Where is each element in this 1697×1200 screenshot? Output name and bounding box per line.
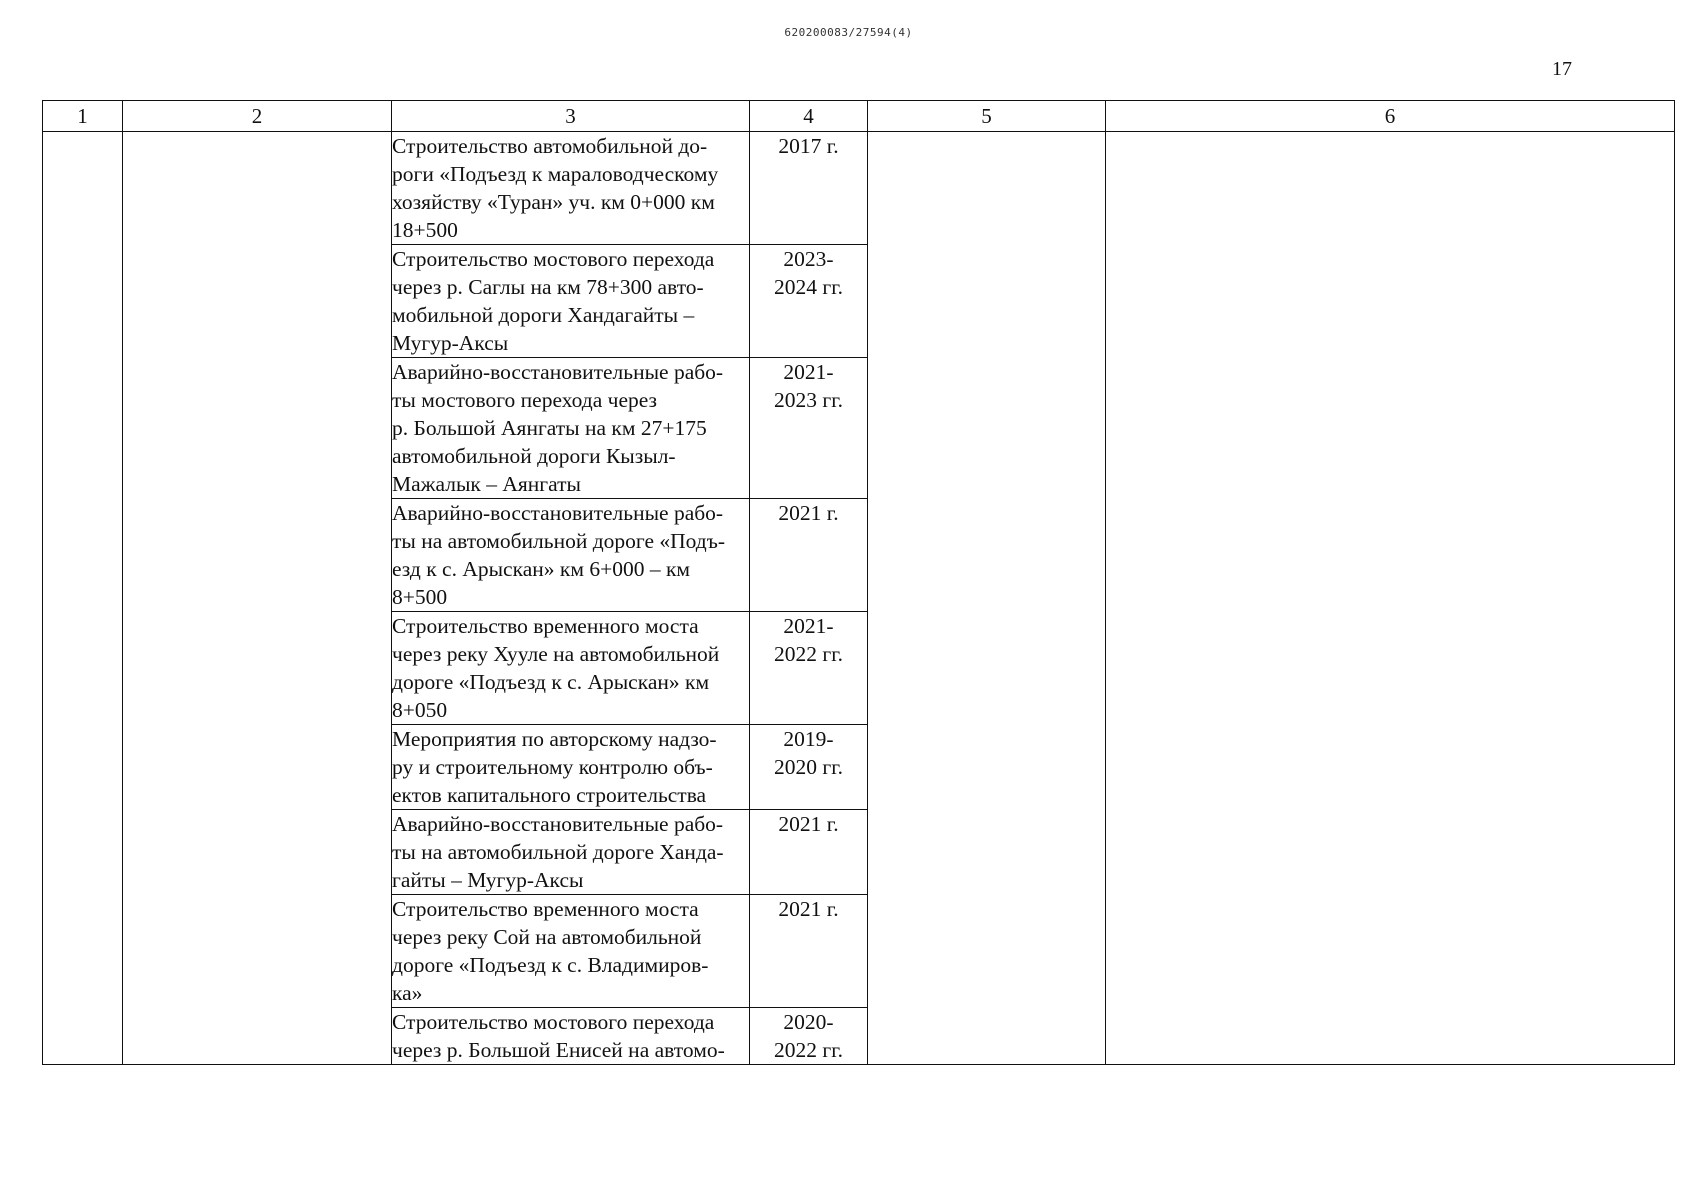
column-6-cell xyxy=(1106,132,1675,1065)
column-header-5: 5 xyxy=(868,101,1106,132)
table-header-row xyxy=(43,101,1675,132)
work-period: 2021 г. xyxy=(750,810,868,895)
work-description: Мероприятия по авторскому надзо- ру и строительному контролю объ- ектов капитального строительства xyxy=(392,725,750,810)
column-header-6: 6 xyxy=(1106,101,1675,132)
column-header-3: 3 xyxy=(392,101,750,132)
work-description: Строительство мостового перехода через р. Саглы на км 78+300 авто- мобильной дороги Хандагайты – Мугур-Аксы xyxy=(392,245,750,358)
column-1-cell xyxy=(43,132,123,1065)
column-header-1: 1 xyxy=(43,101,123,132)
work-period: 2017 г. xyxy=(750,132,868,245)
document-code: 620200083/27594(4) xyxy=(784,26,913,39)
work-description: Аварийно-восстановительные рабо- ты на автомобильной дороге Ханда- гайты – Мугур-Аксы xyxy=(392,810,750,895)
work-description: Аварийно-восстановительные рабо- ты на автомобильной дороге «Подъ- езд к с. Арыскан» км 6+000 – км 8+500 xyxy=(392,499,750,612)
work-description: Строительство мостового перехода через р. Большой Енисей на автомо- xyxy=(392,1008,750,1065)
work-description: Строительство временного моста через реку Хууле на автомобильной дороге «Подъезд к с. Арыскан» км 8+050 xyxy=(392,612,750,725)
column-5-cell xyxy=(868,132,1106,1065)
table-row xyxy=(43,132,1675,245)
page-number: 17 xyxy=(1552,58,1572,80)
work-description: Строительство временного моста через реку Сой на автомобильной дороге «Подъезд к с. Владимиров- ка» xyxy=(392,895,750,1008)
work-description: Аварийно-восстановительные рабо- ты мостового перехода через р. Большой Аянгаты на км 27+175 автомобильной дороги Кызыл- Мажалык – Аянгаты xyxy=(392,358,750,499)
column-header-4: 4 xyxy=(750,101,868,132)
works-table xyxy=(42,100,1675,1065)
column-2-cell xyxy=(123,132,392,1065)
work-description: Строительство автомобильной до- роги «Подъезд к мараловодческому хозяйству «Туран» уч. км 0+000 км 18+500 xyxy=(392,132,750,245)
work-period: 2021- 2022 гг. xyxy=(750,612,868,725)
work-period: 2023- 2024 гг. xyxy=(750,245,868,358)
work-period: 2021 г. xyxy=(750,895,868,1008)
work-period: 2021 г. xyxy=(750,499,868,612)
work-period: 2020- 2022 гг. xyxy=(750,1008,868,1065)
work-period: 2019- 2020 гг. xyxy=(750,725,868,810)
column-header-2: 2 xyxy=(123,101,392,132)
work-period: 2021- 2023 гг. xyxy=(750,358,868,499)
